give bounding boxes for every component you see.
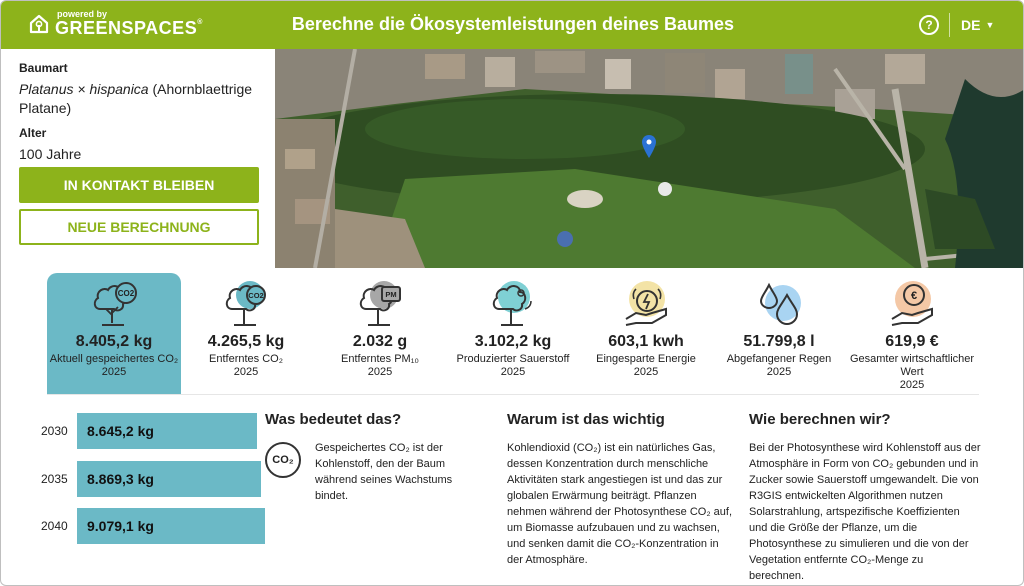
stat-label: Eingesparte Energie 2025	[596, 353, 696, 378]
section-text: Gespeichertes CO₂ ist der Kohlenstoff, den der Baum während seines Wachstums bindet.	[315, 442, 453, 502]
section-title: Warum ist das wichtig	[507, 411, 665, 428]
stat-economic-value[interactable]	[845, 273, 979, 395]
svg-text:PM: PM	[385, 290, 397, 299]
svg-text:CO2: CO2	[248, 291, 264, 300]
projection-row	[41, 508, 265, 544]
stat-label: Entferntes CO₂ 2025	[209, 353, 283, 378]
stat-oxygen[interactable]	[446, 273, 580, 395]
why-section	[507, 411, 737, 568]
stat-rain[interactable]	[712, 273, 846, 395]
projection-year: 2040	[41, 519, 68, 533]
age-label: Alter	[19, 126, 47, 140]
projection-row	[41, 461, 261, 497]
stat-removed-co2[interactable]	[179, 273, 313, 395]
powered-by-text: powered by	[57, 9, 108, 19]
help-button[interactable]: ?	[919, 15, 939, 35]
stat-label: Gesamter wirtschaftlicher Wert 2025	[849, 353, 975, 391]
stat-year: 2025	[500, 366, 526, 378]
stat-year: 2025	[633, 366, 659, 378]
stat-value: 4.265,5 kg	[207, 333, 285, 350]
projection-year: 2030	[41, 424, 68, 438]
tree-pm-icon	[356, 279, 406, 331]
language-label: DE	[961, 17, 981, 33]
stat-energy[interactable]	[579, 273, 713, 395]
how-section	[749, 411, 981, 584]
projection-bar: 9.079,1 kg	[77, 508, 265, 544]
header-divider	[949, 13, 950, 37]
stat-value: 2.032 g	[352, 333, 408, 350]
species-value	[19, 80, 267, 118]
stat-value: 3.102,2 kg	[474, 333, 552, 350]
stat-label: Aktuell gespeichertes CO₂ 2025	[49, 353, 179, 378]
stat-year: 2025	[899, 379, 925, 391]
registered-mark: ®	[197, 19, 203, 26]
projection-bar: 8.869,3 kg	[77, 461, 261, 497]
species-common-name: (Ahornblaettrige Platane)	[19, 81, 253, 116]
satellite-map[interactable]	[275, 49, 1024, 268]
tree-oxygen-icon	[489, 279, 539, 331]
age-value: 100 Jahre	[19, 146, 82, 162]
section-text: Bei der Photosynthese wird Kohlenstoff aus der Atmosphäre in Form von CO₂ gebunden und in Zucker sowie Sauerstoff umgewandelt. Die von R3GIS entwickelten Algorithmen nutzen Solarstrahlung, artspezifische Koeffizienten und die Größe der Pflanze, um die Photosynthese zu simulieren und die von der Vegetation entfernte CO₂-Menge zu berechnen.	[749, 442, 981, 582]
brand-name: GREENSPACES	[55, 18, 198, 38]
stat-year: 2025	[233, 366, 259, 378]
stat-stored-co2[interactable]	[47, 273, 181, 395]
stat-value: 8.405,2 kg	[75, 333, 153, 350]
stay-in-touch-button[interactable]: IN KONTAKT BLEIBEN	[19, 167, 259, 203]
svg-text:CO2: CO2	[117, 289, 135, 298]
new-calculation-button[interactable]: NEUE BERECHNUNG	[19, 209, 259, 245]
location-pin-icon[interactable]	[642, 135, 656, 159]
stat-year: 2025	[101, 366, 127, 378]
stat-value: 619,9 €	[885, 333, 939, 350]
stat-value: 51.799,8 l	[743, 333, 815, 350]
projection-bar: 8.645,2 kg	[77, 413, 257, 449]
co2-icon: CO₂	[265, 442, 301, 478]
stat-year: 2025	[367, 366, 393, 378]
tree-co2-icon	[90, 279, 140, 331]
stat-removed-pm10[interactable]	[313, 273, 447, 395]
stat-label: Abgefangener Regen 2025	[726, 353, 832, 378]
species-label: Baumart	[19, 61, 68, 75]
stat-value: 603,1 kwh	[608, 333, 684, 350]
projection-year: 2035	[41, 472, 68, 486]
stat-label: Produzierter Sauerstoff 2025	[456, 353, 570, 378]
section-title: Wie berechnen wir?	[749, 411, 891, 428]
ecosystem-stats	[47, 273, 979, 395]
chevron-down-icon: ▼	[985, 20, 995, 30]
language-selector[interactable]	[961, 17, 994, 33]
species-latin-name: Platanus × hispanica	[19, 81, 149, 97]
svg-text:€: €	[910, 290, 918, 302]
divider	[47, 394, 979, 395]
energy-hand-icon	[622, 279, 672, 331]
page-title: Berechne die Ökosystemleistungen deines Baumes	[291, 14, 735, 34]
euro-hand-icon	[888, 279, 938, 331]
tree-co2-removed-icon	[222, 279, 272, 331]
stat-year: 2025	[766, 366, 792, 378]
top-header	[1, 1, 1024, 49]
section-title: Was bedeutet das?	[265, 411, 402, 428]
water-drops-icon	[755, 279, 805, 331]
meaning-section	[265, 411, 485, 504]
stat-label: Entferntes PM₁₀ 2025	[341, 353, 419, 378]
tree-info-panel	[19, 61, 267, 164]
projection-row	[41, 413, 257, 449]
section-text: Kohlendioxid (CO₂) ist ein natürliches Gas, dessen Konzentration durch menschliche Aktivitäten stark angestiegen ist und das zur globalen Erwärmung beiträgt. Pflanzen nehmen während der Photosynthese CO₂ auf, um Biomasse aufzubauen und zu wachsen, und senken damit die CO₂-Konzentration in der Atmosphäre.	[507, 442, 733, 566]
